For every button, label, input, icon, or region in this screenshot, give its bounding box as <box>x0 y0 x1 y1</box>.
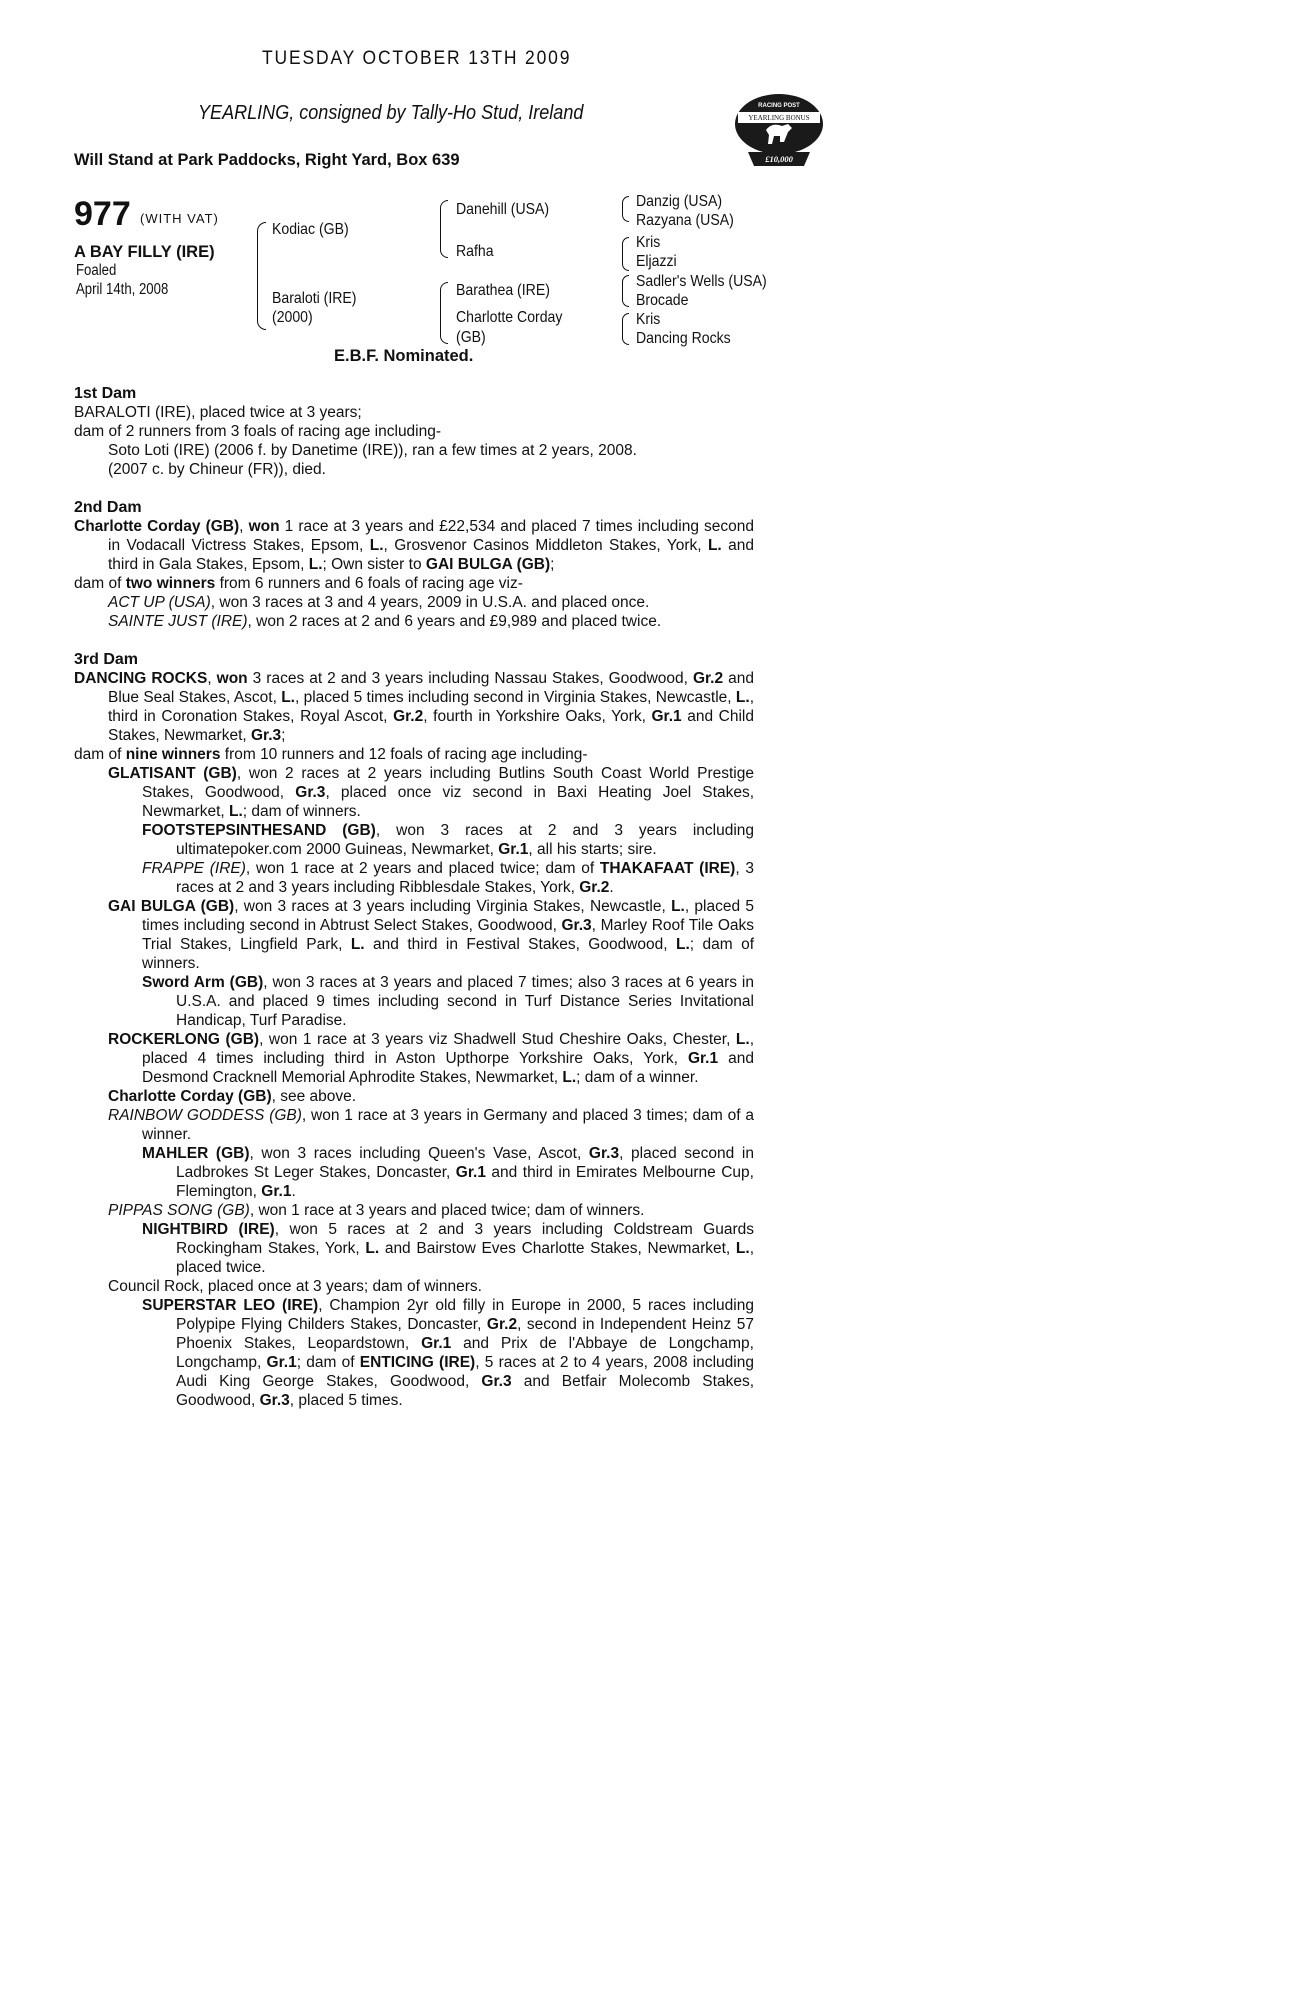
pedigree-sire: Kodiac (GB) <box>272 221 349 238</box>
sister-name: GAI BULGA (GB) <box>425 556 551 573</box>
pedigree-ssd: Razyana (USA) <box>636 212 734 229</box>
second-dam-produce-line <box>74 574 754 593</box>
foal-text: , won 3 races at 3 and 4 years, 2009 in U.S.A. and placed once. <box>210 594 650 611</box>
foal-text: , won 2 races at 2 and 6 years and £9,989 and placed twice. <box>247 613 662 630</box>
listed-mark: L. <box>369 537 384 554</box>
sale-date: TUESDAY OCTOBER 13TH 2009 <box>262 48 572 69</box>
second-dam-text: 1 race at 3 years and £22,534 and placed 7 times including second in Vodacall Victress Stakes, Epsom, <box>108 518 755 554</box>
vat-note: (WITH VAT) <box>140 211 219 226</box>
pedigree-ddd: Dancing Rocks <box>636 330 731 347</box>
won-label: won <box>248 518 280 535</box>
second-dam-name: Charlotte Corday (GB) <box>74 518 240 535</box>
pedigree-dam-line1: Baraloti (IRE) <box>272 290 357 307</box>
first-dam-line1: BARALOTI (IRE), placed twice at 3 years; <box>74 404 362 421</box>
third-dam-entry: FRAPPE (IRE), won 1 race at 2 years and placed twice; dam of THAKAFAAT (IRE), 3 races at 2 and 3 years including Ribblesdale Stakes, York, Gr.2. <box>142 860 755 896</box>
first-dam-heading: 1st Dam <box>74 385 137 402</box>
pedigree-dsd: Brocade <box>636 292 689 309</box>
third-dam-entry: RAINBOW GODDESS (GB), won 1 race at 3 years in Germany and placed 3 times; dam of a winner. <box>108 1107 754 1143</box>
third-dam-entry: GAI BULGA (GB), won 3 races at 3 years including Virginia Stakes, Newcastle, L., placed 5 times including second in Abtrust Select Stakes, Goodwood, Gr.3, Marley Roof Tile Oaks Trial Stakes, Lingfield Park, L. and third in Festival Stakes, Goodwood, L.; dam of winners. <box>108 898 754 972</box>
pedigree-sire-dam: Rafha <box>456 243 494 260</box>
second-dam-text4: ; Own sister to <box>322 556 426 573</box>
pedigree-dam-line2: (2000) <box>272 309 313 326</box>
pedigree-brace-sd <box>622 237 629 271</box>
pedigree-dam-dam-line2: (GB) <box>456 329 486 346</box>
second-dam-foal1 <box>74 593 754 612</box>
foaled-date: April 14th, 2008 <box>76 281 169 298</box>
yearling-bonus-badge <box>730 90 828 170</box>
third-dam-entry: DANCING ROCKS, won 3 races at 2 and 3 years including Nassau Stakes, Goodwood, Gr.2 and Blue Seal Stakes, Ascot, L., placed 5 times including second in Virginia Stakes, Newcastle, L., third in Coronation Stakes, Royal Ascot, Gr.2, fourth in Yorkshire Oaks, York, Gr.1 and Child Stakes, Newmarket, Gr.3; <box>74 670 754 744</box>
second-dam-text2: , Grosvenor Casinos Middleton Stakes, York, <box>383 537 708 554</box>
foal-name: ACT UP (USA) <box>108 594 211 611</box>
badge-top-text: RACING POST <box>758 103 800 109</box>
pedigree-brace-ds <box>622 275 629 307</box>
first-dam-line2: dam of 2 runners from 3 foals of racing age including- <box>74 423 442 440</box>
foal-name: SAINTE JUST (IRE) <box>108 613 248 630</box>
pedigree-sire-sire: Danehill (USA) <box>456 201 550 218</box>
second-dam-foal2 <box>74 612 754 631</box>
third-dam-entry: Charlotte Corday (GB), see above. <box>108 1088 357 1105</box>
third-dam-heading: 3rd Dam <box>74 651 139 668</box>
third-dam-entry: PIPPAS SONG (GB), won 1 race at 3 years and placed twice; dam of winners. <box>108 1202 645 1219</box>
third-dam-list <box>74 669 754 1410</box>
pedigree-brace-dd <box>622 313 629 345</box>
badge-amount-text: £10,000 <box>765 154 793 164</box>
third-dam-entry: GLATISANT (GB), won 2 races at 2 years including Butlins South Coast World Prestige Stakes, Goodwood, Gr.3, placed once viz second in Baxi Heating Joel Stakes, Newmarket, L.; dam of winners. <box>108 765 754 820</box>
lot-number: 977 <box>74 195 131 233</box>
produce-suffix: from 6 runners and 6 foals of racing age viz- <box>215 575 523 592</box>
first-dam-line3: Soto Loti (IRE) (2006 f. by Danetime (IRE)), ran a few times at 2 years, 2008. <box>108 442 637 459</box>
listed-mark: L. <box>308 556 323 573</box>
third-dam-entry: MAHLER (GB), won 3 races including Queen's Vase, Ascot, Gr.3, placed second in Ladbrokes St Leger Stakes, Doncaster, Gr.1 and third in Emirates Melbourne Cup, Flemington, Gr.1. <box>142 1145 754 1200</box>
third-dam-entry: SUPERSTAR LEO (IRE), Champion 2yr old filly in Europe in 2000, 5 races including Polypipe Flying Childers Stakes, Doncaster, Gr.2, second in Independent Heinz 57 Phoenix Stakes, Leopardstown, Gr.1 and Prix de l'Abbaye de Longchamp, Longchamp, Gr.1; dam of ENTICING (IRE), 5 races at 2 to 4 years, 2008 including Audi King George Stakes, Goodwood, Gr.3 and Betfair Molecomb Stakes, Goodwood, Gr.3, placed 5 times. <box>142 1297 755 1409</box>
pedigree-sds: Kris <box>636 234 661 251</box>
pedigree-dds: Kris <box>636 311 661 328</box>
produce-count: two winners <box>125 575 216 592</box>
second-dam-text3: and third in Gala Stakes, Epsom, <box>108 537 754 573</box>
pedigree-brace-ss <box>622 196 629 222</box>
pedigree-brace-dam <box>440 282 448 344</box>
consignor-line: YEARLING, consigned by Tally-Ho Stud, Ireland <box>198 101 584 124</box>
third-dam-entry: Sword Arm (GB), won 3 races at 3 years and placed 7 times; also 3 races at 6 years in U.S.A. and placed 9 times including second in Turf Distance Series Invitational Handicap, Turf Paradise. <box>142 974 755 1029</box>
stand-location: Will Stand at Park Paddocks, Right Yard, Box 639 <box>74 151 460 169</box>
third-dam-entry: ROCKERLONG (GB), won 1 race at 3 years viz Shadwell Stud Cheshire Oaks, Chester, L., placed 4 times including third in Aston Upthorpe Yorkshire Oaks, York, Gr.1 and Desmond Cracknell Memorial Aphrodite Stakes, Newmarket, L.; dam of a winner. <box>108 1031 755 1086</box>
first-dam-line4: (2007 c. by Chineur (FR)), died. <box>108 461 326 478</box>
listed-mark: L. <box>707 537 722 554</box>
horse-name: A BAY FILLY (IRE) <box>74 243 215 261</box>
pedigree-dam-dam-line1: Charlotte Corday <box>456 309 563 326</box>
second-dam-heading: 2nd Dam <box>74 499 142 516</box>
badge-middle-text: YEARLING BONUS <box>748 114 810 122</box>
third-dam-entry: NIGHTBIRD (IRE), won 5 races at 2 and 3 years including Coldstream Guards Rockingham Stakes, York, L. and Bairstow Eves Charlotte Stakes, Newmarket, L., placed twice. <box>142 1221 755 1276</box>
third-dam-entry: FOOTSTEPSINTHESAND (GB), won 3 races at 2 and 3 years including ultimatepoker.com 2000 Guineas, Newmarket, Gr.1, all his starts; sire. <box>142 822 754 858</box>
catalogue-text <box>74 384 754 1410</box>
produce-prefix: dam of <box>74 575 126 592</box>
pedigree-sdd: Eljazzi <box>636 253 677 270</box>
pedigree-brace-sire <box>440 200 448 258</box>
pedigree-sss: Danzig (USA) <box>636 193 723 210</box>
third-dam-entry: dam of nine winners from 10 runners and 12 foals of racing age including- <box>74 746 588 763</box>
pedigree-dam-sire: Barathea (IRE) <box>456 282 550 299</box>
third-dam-entry: Council Rock, placed once at 3 years; dam of winners. <box>108 1278 482 1295</box>
foaled-label: Foaled <box>76 262 117 279</box>
second-dam-entry: Charlotte Corday (GB), won 1 race at 3 years and £22,534 and placed 7 times including second in Vodacall Victress Stakes, Epsom, L., Grosvenor Casinos Middleton Stakes, York, L. and third in Gala Stakes, Epsom, L.; Own sister to GAI BULGA (GB); <box>74 518 755 573</box>
pedigree-dss: Sadler's Wells (USA) <box>636 273 767 290</box>
ebf-nominated: E.B.F. Nominated. <box>334 347 474 365</box>
pedigree-brace-main <box>257 222 266 330</box>
